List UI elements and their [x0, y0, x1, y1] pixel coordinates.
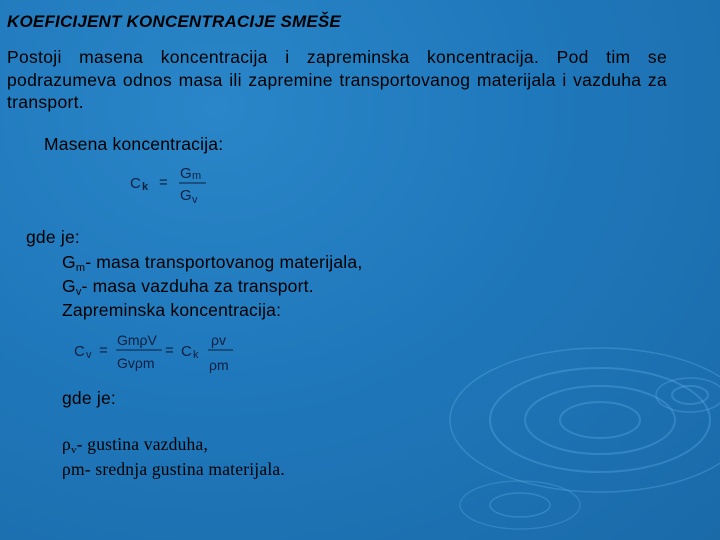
- formula2-eq1: =: [99, 342, 108, 359]
- slide-title: KOEFICIJENT KONCENTRACIJE SMEŠE: [7, 12, 341, 31]
- formula1-lhs-sub: k: [142, 181, 149, 193]
- formula2-num: GmρV: [117, 332, 157, 348]
- rho-v-subscript: v: [70, 444, 77, 456]
- formula2-mid-sub: k: [193, 349, 199, 361]
- gm-description: - masa transportovanog materijala,: [85, 252, 363, 272]
- formula1-eq: =: [159, 174, 168, 191]
- formula2-lhs: C: [74, 343, 85, 360]
- definition-rho-m: [62, 458, 285, 480]
- gm-symbol: G: [62, 252, 76, 272]
- formula2-num2: ρv: [211, 332, 226, 348]
- volume-concentration-heading: Zapreminska koncentracija:: [62, 300, 282, 320]
- gm-subscript: m: [75, 262, 86, 274]
- rho-v-description: - gustina vazduha,: [76, 434, 209, 454]
- formula2-eq2: =: [165, 342, 174, 359]
- formula1-den: G: [180, 187, 192, 204]
- formula2-lhs-sub: v: [86, 349, 92, 361]
- rho-m-symbol: ρ: [62, 459, 71, 479]
- gv-subscript: v: [75, 286, 82, 298]
- formula1-num: G: [180, 165, 192, 182]
- mass-concentration-formula: [128, 158, 228, 213]
- formula1-den-sub: v: [192, 194, 198, 206]
- formula1-num-sub: m: [192, 170, 202, 182]
- formula2-mid: C: [181, 343, 192, 360]
- volume-concentration-formula: [70, 326, 250, 383]
- rho-v-symbol: ρ: [62, 434, 71, 454]
- gv-description: - masa vazduha za transport.: [81, 276, 314, 296]
- intro-paragraph: Postoji masena koncentracija i zapreminska koncentracija. Pod tim se podrazumeva odnos masa ili zapremine transportovanog materijala i vazduha za transport.: [7, 47, 667, 112]
- where-label-2: gde je:: [62, 388, 116, 408]
- where-label-1: gde je:: [26, 227, 80, 247]
- formula1-lhs: C: [130, 175, 141, 192]
- formula2-den: Gvρm: [117, 355, 155, 371]
- gv-symbol: G: [62, 276, 76, 296]
- mass-concentration-heading: Masena koncentracija:: [44, 134, 224, 154]
- rho-m-description: m- srednja gustina materijala.: [70, 459, 285, 479]
- definition-rho-v: [62, 433, 208, 461]
- formula2-den2: ρm: [209, 357, 229, 373]
